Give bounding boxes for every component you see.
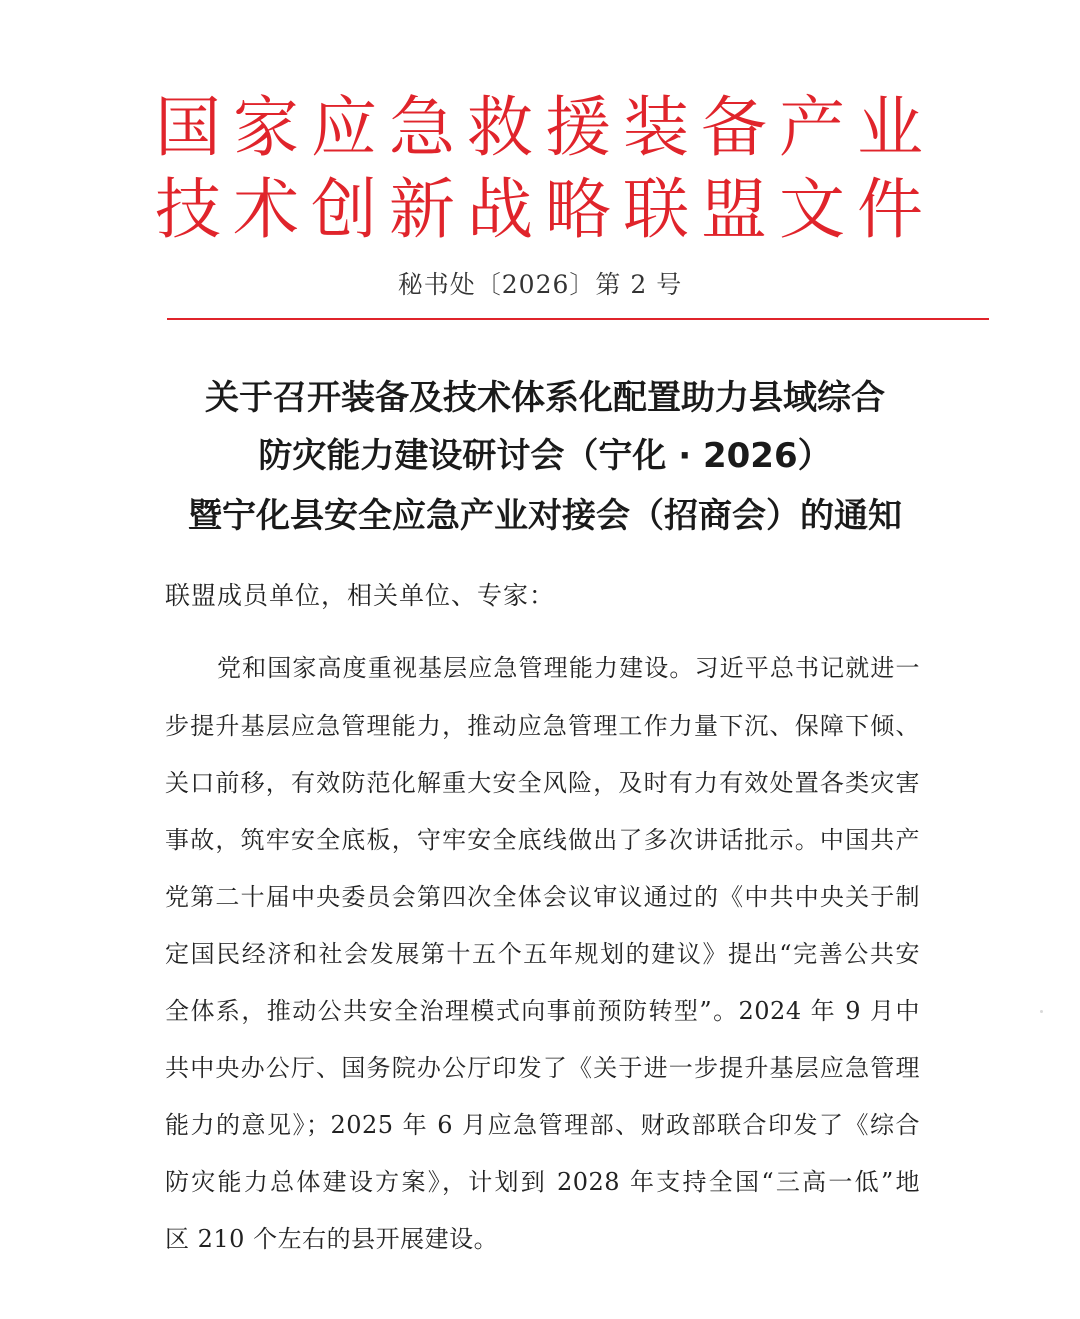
body-line: 事故，筑牢安全底板，守牢安全底线做出了多次讲话批示。中国共产 [165,826,920,854]
body-line: 能力的意见》；2025 年 6 月应急管理部、财政部联合印发了《综合 [165,1111,920,1139]
subject-title-line-3: 暨宁化县安全应急产业对接会（招商会）的通知 [188,496,902,536]
document-number: 秘书处〔2026〕第 2 号 [397,270,683,299]
body-line: 区 210 个左右的县开展建设。 [165,1225,499,1253]
body-line: 防灾能力总体建设方案》，计划到 2028 年支持全国“三高一低”地 [165,1168,920,1196]
red-divider-line [167,318,989,320]
salutation: 联盟成员单位，相关单位、专家： [165,581,556,610]
issuer-title-line-2: 技术创新战略联盟文件 [155,171,935,248]
body-line: 关口前移，有效防范化解重大安全风险，及时有力有效处置各类灾害 [165,769,920,797]
body-line: 共中央办公厅、国务院办公厅印发了《关于进一步提升基层应急管理 [165,1054,920,1082]
issuer-title-line-1: 国家应急救援装备产业 [155,89,935,166]
body-line: 步提升基层应急管理能力，推动应急管理工作力量下沉、保障下倾、 [165,712,920,740]
subject-title-line-1: 关于召开装备及技术体系化配置助力县域综合 [205,378,885,418]
subject-title-line-2: 防灾能力建设研讨会（宁化 · 2026） [258,436,832,476]
body-line: 党和国家高度重视基层应急管理能力建设。习近平总书记就进一 [217,654,920,682]
scan-speck [1040,1010,1043,1013]
body-line: 党第二十届中央委员会第四次全体会议审议通过的《中共中央关于制 [165,883,920,911]
body-line: 全体系，推动公共安全治理模式向事前预防转型”。2024 年 9 月中 [165,997,920,1025]
body-line: 定国民经济和社会发展第十五个五年规划的建议》提出“完善公共安 [165,940,920,968]
